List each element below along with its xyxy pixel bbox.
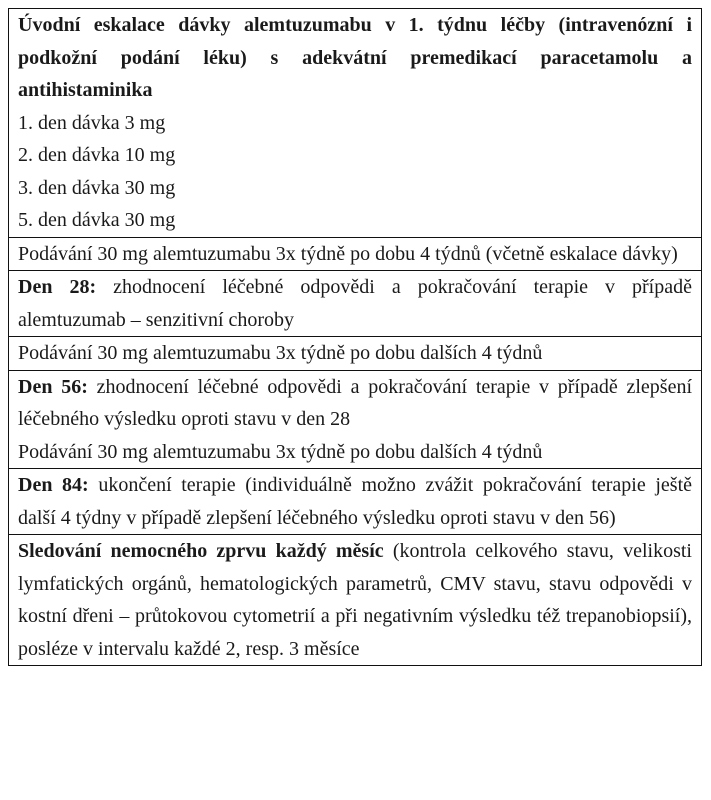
day-28-paragraph <box>18 271 692 336</box>
table-row-day-56 <box>9 371 701 470</box>
day-84-label: Den 84: <box>18 474 89 496</box>
dosing-4-weeks-text: Podávání 30 mg alemtuzumabu 3x týdně po dobu 4 týdnů (včetně eskalace dávky) <box>18 242 678 265</box>
dose-day-1: 1. den dávka 3 mg <box>18 111 166 134</box>
monitoring-paragraph <box>18 535 692 665</box>
day-56-text: zhodnocení léčebné odpovědi a pokračování terapie v případě zlepšení léčebného výsledku oproti stavu v den 28 <box>18 375 693 430</box>
table-row-4-week-dosing <box>9 238 701 272</box>
day-56-paragraph <box>18 371 692 436</box>
day-84-paragraph <box>18 469 692 534</box>
day-28-text: zhodnocení léčebné odpovědi a pokračování terapie v případě alemtuzumab – senzitivní choroby <box>18 276 692 331</box>
monitoring-label: Sledování nemocného zprvu každý měsíc <box>18 540 384 562</box>
treatment-schedule-table <box>8 8 702 666</box>
day-56-additional-dosing: Podávání 30 mg alemtuzumabu 3x týdně po dobu dalších 4 týdnů <box>18 440 543 463</box>
table-row-dose-escalation <box>9 9 701 238</box>
day-84-text: ukončení terapie (individuálně možno zvážit pokračování terapie ještě další 4 týdny v případě zlepšení léčebného výsledku oproti stavu v den 56) <box>18 474 693 529</box>
table-row-monitoring <box>9 535 701 665</box>
dose-day-3: 3. den dávka 30 mg <box>18 176 176 199</box>
table-row-additional-dosing <box>9 337 701 371</box>
additional-dosing-text: Podávání 30 mg alemtuzumabu 3x týdně po dobu dalších 4 týdnů <box>18 342 543 364</box>
dose-escalation-heading: Úvodní eskalace dávky alemtuzumabu v 1. týdnu léčby (intravenózní i podkožní podání léku) s adekvátní premedikací paracetamolu a antihistaminika <box>18 14 692 101</box>
table-row-day-84 <box>9 469 701 535</box>
day-28-label: Den 28: <box>18 276 97 298</box>
dose-day-5: 5. den dávka 30 mg <box>18 209 176 231</box>
monitoring-text: (kontrola celkového stavu, velikosti lymfatických orgánů, hematologických parametrů, CMV stavu, stavu odpovědi v kostní dřeni – průtokovou cytometrií a při negativním výsledku též trepanobiopsií), posléze v intervalu každé 2, resp. 3 měsíce <box>18 540 692 660</box>
day-56-label: Den 56: <box>18 375 88 398</box>
table-row-day-28 <box>9 271 701 337</box>
dose-day-2: 2. den dávka 10 mg <box>18 144 176 166</box>
